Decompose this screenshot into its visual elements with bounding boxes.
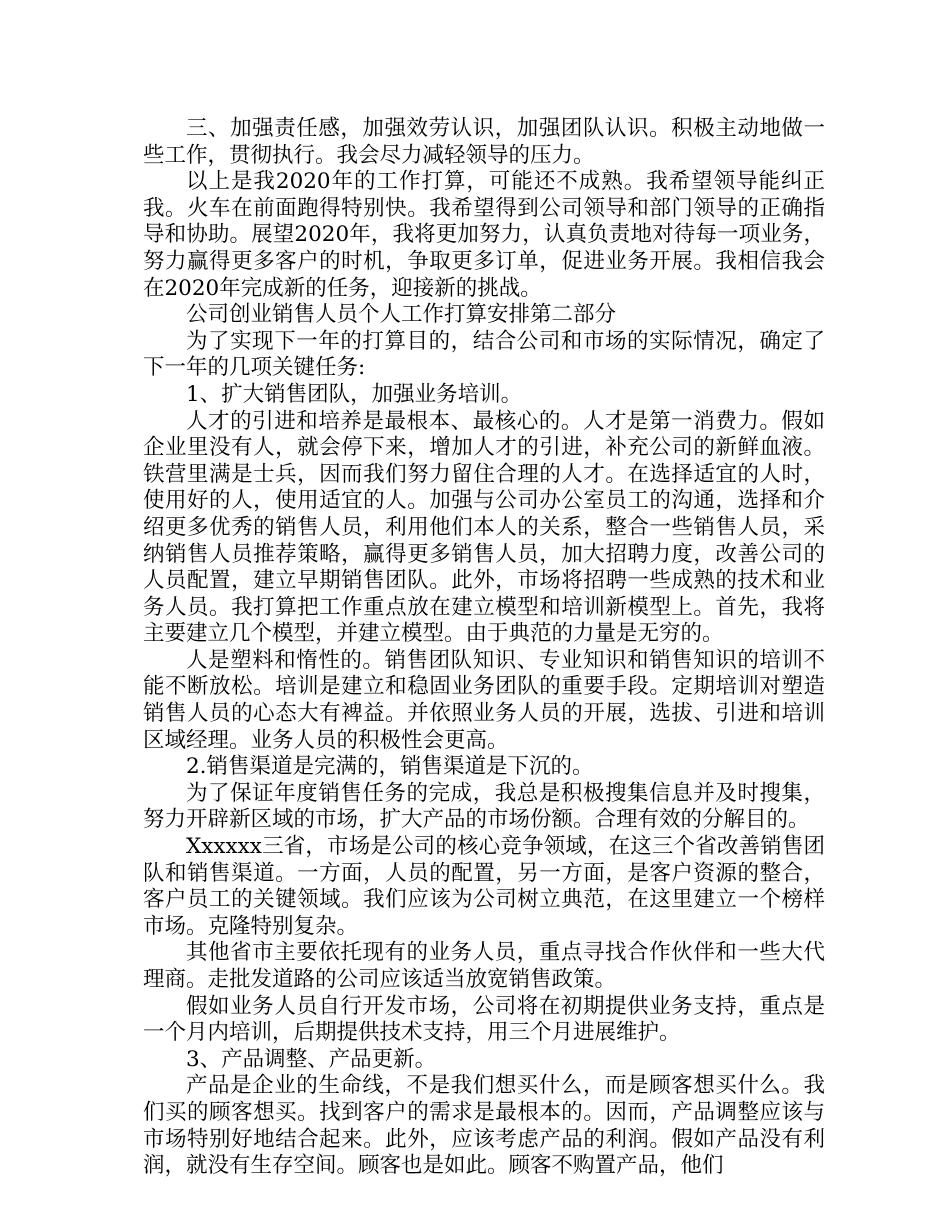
paragraph: 三、加强责任感，加强效劳认识，加强团队认识。积极主动地做一些工作，贯彻执行。我会尽力减轻领导的压力。 bbox=[143, 116, 825, 168]
paragraph: 人才的引进和培养是最根本、最核心的。人才是第一消费力。假如企业里没有人，就会停下来，增加人才的引进，补充公司的新鲜血液。铁营里满是士兵，因而我们努力留住合理的人才。在选择适宜的人时，使用好的人，使用适宜的人。加强与公司办公室员工的沟通，选择和介绍更多优秀的销售人员，利用他们本人的关系，整合一些销售人员，采纳销售人员推荐策略，赢得更多销售人员，加大招聘力度，改善公司的人员配置，建立早期销售团队。此外，市场将招聘一些成熟的技术和业务人员。我打算把工作重点放在建立模型和培训新模型上。首先，我将主要建立几个模型，并建立模型。由于典范的力量是无穷的。 bbox=[143, 408, 825, 647]
paragraph: 为了实现下一年的打算目的，结合公司和市场的实际情况，确定了下一年的几项关键任务: bbox=[143, 328, 825, 381]
section-heading: 1、扩大销售团队，加强业务培训。 bbox=[186, 381, 523, 407]
paragraph: 为了保证年度销售任务的完成，我总是积极搜集信息并及时搜集，努力开辟新区域的市场，扩大产品的市场份额。合理有效的分解目的。 bbox=[143, 780, 825, 833]
section-heading: 3、产品调整、产品更新。 bbox=[186, 1046, 437, 1072]
paragraph: 其他省市主要依托现有的业务人员，重点寻找合作伙伴和一些大代理商。走批发道路的公司应该适当放宽销售政策。 bbox=[143, 940, 825, 992]
document-page bbox=[143, 116, 825, 1180]
paragraph: 产品是企业的生命线，不是我们想买什么，而是顾客想买什么。我们买的顾客想买。找到客户的需求是最根本的。因而，产品调整应该与市场特别好地结合起来。此外，应该考虑产品的利润。假如产品没有利润，就没有生存空间。顾客也是如此。顾客不购置产品，他们 bbox=[143, 1073, 825, 1179]
section-heading: 公司创业销售人员个人工作打算安排第二部分 bbox=[186, 302, 617, 328]
paragraph: 人是塑料和惰性的。销售团队知识、专业知识和销售知识的培训不能不断放松。培训是建立和稳固业务团队的重要手段。定期培训对塑造销售人员的心态大有裨益。并依照业务人员的开展，选拔、引进和培训区域经理。业务人员的积极性会更高。 bbox=[143, 647, 825, 753]
paragraph: 假如业务人员自行开发市场，公司将在初期提供业务支持，重点是一个月内培训，后期提供技术支持，用三个月进展维护。 bbox=[143, 993, 825, 1046]
paragraph: 以上是我2020年的工作打算，可能还不成熟。我希望领导能纠正我。火车在前面跑得特别快。我希望得到公司领导和部门领导的正确指导和协助。展望2020年，我将更加努力，认真负责地对待每一项业务，努力赢得更多客户的时机，争取更多订单，促进业务开展。我相信我会在2020年完成新的任务，迎接新的挑战。 bbox=[143, 169, 825, 301]
section-heading: 2.销售渠道是完满的，销售渠道是下沉的。 bbox=[186, 754, 594, 780]
paragraph: Xxxxxx三省，市场是公司的核心竞争领域，在这三个省改善销售团队和销售渠道。一方面，人员的配置，另一方面，是客户资源的整合，客户员工的关键领域。我们应该为公司树立典范，在这里建立一个榜样市场。克隆特别复杂。 bbox=[143, 834, 825, 939]
